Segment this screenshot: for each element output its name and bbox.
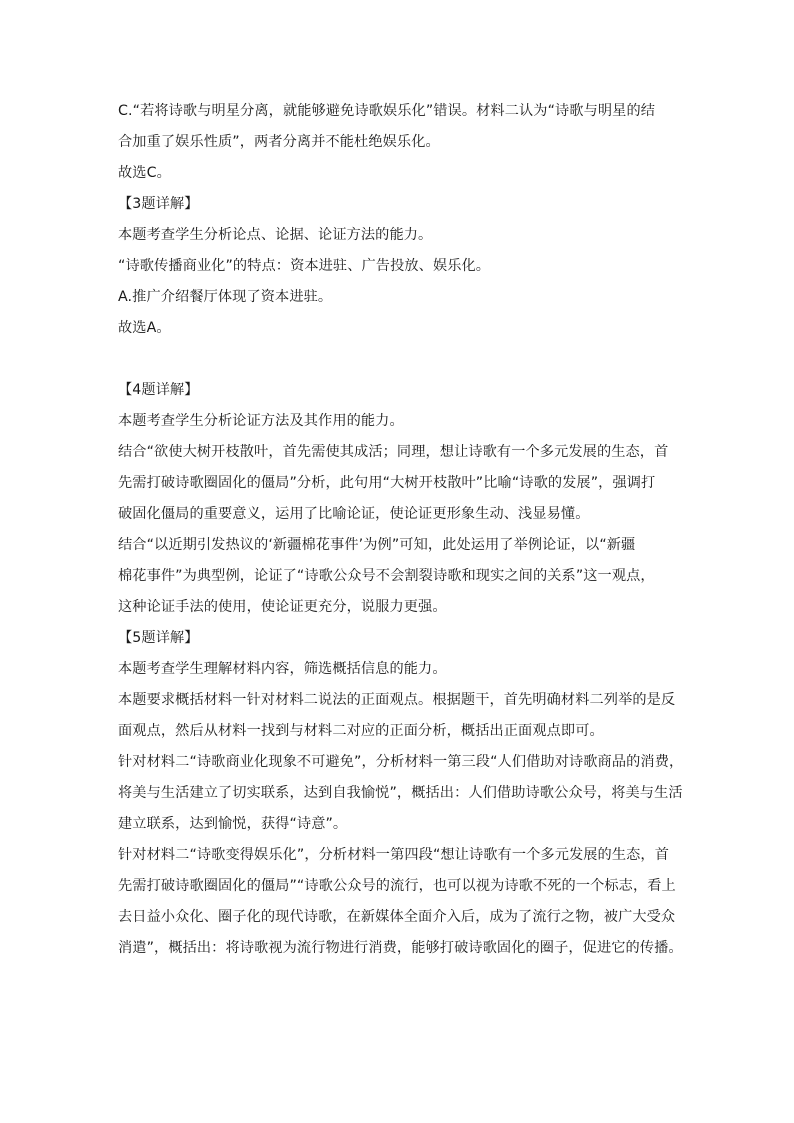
text-line: 故选C。 <box>118 165 171 181</box>
text-line: 本题考查学生理解材料内容，筛选概括信息的能力。 <box>118 661 447 677</box>
text-line: 本题要求概括材料一针对材料二说法的正面观点。根据题干，首先明确材料二列举的是反 <box>118 692 676 708</box>
text-line: 针对材料二“诗歌商业化现象不可避免”，分析材料一第三段“人们借助对诗歌商品的消费， <box>118 754 684 770</box>
text-line: 先需打破诗歌圈固化的僵局”分析，此句用“大树开枝散叶”比喻“诗歌的发展”，强调打 <box>118 475 656 491</box>
text-line: 先需打破诗歌圈固化的僵局”“诗歌公众号的流行，也可以视为诗歌不死的一个标志，看上 <box>118 878 676 894</box>
text-line: 破固化僵局的重要意义，运用了比喻论证，使论证更形象生动、浅显易懂。 <box>118 506 590 522</box>
text-line: 故选A。 <box>118 320 171 336</box>
text-line: C.“若将诗歌与明星分离，就能够避免诗歌娱乐化”错误。材料二认为“诗歌与明星的结 <box>118 103 656 119</box>
section-heading: 【5题详解】 <box>118 630 199 646</box>
section-heading: 【4题详解】 <box>118 382 199 398</box>
blank-line <box>118 344 694 375</box>
text-line: 合加重了娱乐性质”，两者分离并不能杜绝娱乐化。 <box>118 134 440 150</box>
text-line: 本题考查学生分析论点、论据、论证方法的能力。 <box>118 227 433 243</box>
text-line: 针对材料二“诗歌变得娱乐化”，分析材料一第四段“想让诗歌有一个多元发展的生态，首 <box>118 847 669 863</box>
text-line: “诗歌传播商业化”的特点：资本进驻、广告投放、娱乐化。 <box>118 258 491 274</box>
text-line: 建立联系，达到愉悦，获得“诗意”。 <box>118 816 348 832</box>
text-line: 面观点，然后从材料一找到与材料二对应的正面分析，概括出正面观点即可。 <box>118 723 604 739</box>
text-line: 这种论证手法的使用，使论证更充分，说服力更强。 <box>118 599 447 615</box>
text-line: 消遣”，概括出：将诗歌视为流行物进行消费，能够打破诗歌固化的圈子，促进它的传播。 <box>118 940 683 956</box>
text-line: 将美与生活建立了切实联系，达到自我愉悦”，概括出：人们借助诗歌公众号，将美与生活 <box>118 785 683 801</box>
section-heading: 【3题详解】 <box>118 196 199 212</box>
text-line: 结合“欲使大树开枝散叶，首先需使其成活；同理，想让诗歌有一个多元发展的生态，首 <box>118 444 669 460</box>
text-line: 棉花事件”为典型例，论证了“诗歌公众号不会割裂诗歌和现实之间的关系”这一观点， <box>118 568 655 584</box>
text-line: 结合“以近期引发热议的‘新疆棉花事件’为例”可知，此处运用了举例论证，以“新疆 <box>118 537 636 553</box>
text-line: 本题考查学生分析论证方法及其作用的能力。 <box>118 413 404 429</box>
text-line: A.推广介绍餐厅体现了资本进驻。 <box>118 289 333 305</box>
text-line: 去日益小众化、圈子化的现代诗歌，在新媒体全面介入后，成为了流行之物，被广大受众 <box>118 909 676 925</box>
